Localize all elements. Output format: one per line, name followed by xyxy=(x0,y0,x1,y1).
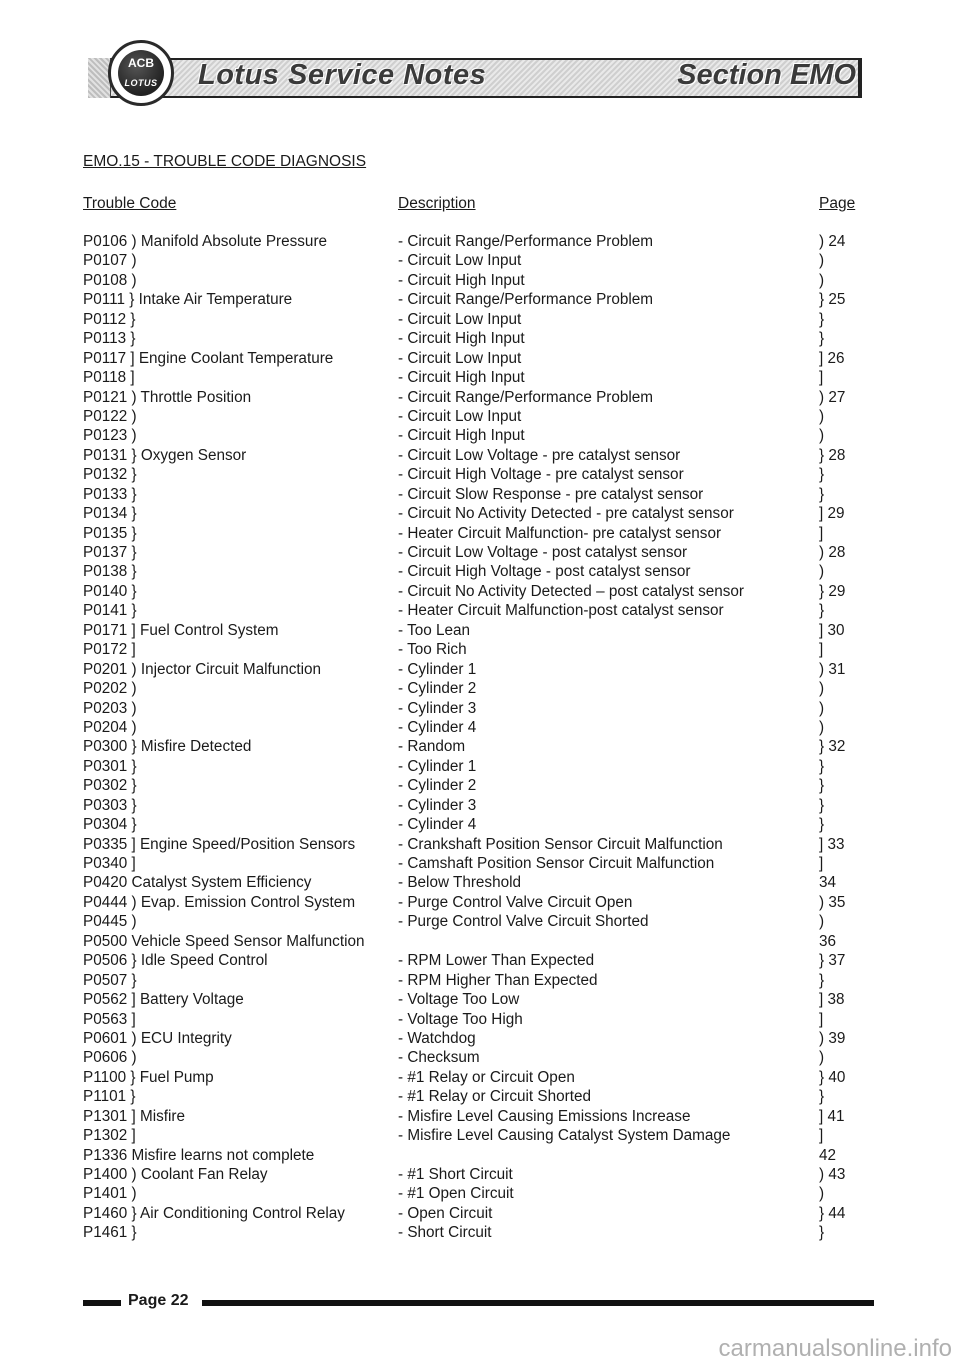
table-row xyxy=(0,1010,960,1029)
trouble-code: P0113 } xyxy=(83,330,136,348)
trouble-code: P0135 } xyxy=(83,524,137,542)
page-reference: ) xyxy=(819,699,825,717)
trouble-code: P0300 } Misfire Detected xyxy=(83,738,252,756)
page-reference: ] xyxy=(819,855,824,872)
trouble-code: P1400 ) Coolant Fan Relay xyxy=(83,1166,268,1183)
trouble-code: P0304 } xyxy=(83,816,137,834)
page-reference: ) 24 xyxy=(819,233,846,250)
trouble-code-table xyxy=(0,232,960,1243)
code-description: - Random xyxy=(398,738,466,756)
table-row xyxy=(0,796,960,815)
page-reference: ] xyxy=(819,1010,824,1028)
trouble-code: P1301 ] Misfire xyxy=(83,1107,186,1125)
code-description: - Cylinder 1 xyxy=(398,660,477,678)
table-row xyxy=(0,873,960,892)
logo-monogram: ACB xyxy=(128,56,154,70)
page-reference: } xyxy=(819,1088,825,1106)
banner-title: Lotus Service Notes xyxy=(198,59,487,91)
code-description: - Heater Circuit Malfunction-post catalyst sensor xyxy=(398,602,724,620)
code-description: - #1 Short Circuit xyxy=(398,1166,513,1183)
trouble-code: P1401 ) xyxy=(83,1185,137,1203)
code-description: - Cylinder 4 xyxy=(398,718,477,736)
table-row xyxy=(0,776,960,795)
trouble-code: P0445 ) xyxy=(83,913,137,931)
page-reference: 42 xyxy=(819,1146,837,1164)
table-row xyxy=(0,951,960,970)
page-reference: ) xyxy=(819,1049,825,1067)
table-row xyxy=(0,679,960,698)
trouble-code: P0121 ) Throttle Position xyxy=(83,388,252,406)
table-row xyxy=(0,446,960,465)
trouble-code: P1101 } xyxy=(83,1088,136,1106)
page-reference: } xyxy=(819,466,825,484)
page-reference: } 37 xyxy=(819,952,846,970)
page-reference: } 44 xyxy=(819,1204,846,1222)
page-reference: 34 xyxy=(819,874,837,892)
table-row xyxy=(0,1165,960,1184)
page-reference: } 25 xyxy=(819,291,846,309)
code-description: - #1 Relay or Circuit Open xyxy=(398,1068,575,1086)
code-description: - Cylinder 3 xyxy=(398,699,477,717)
trouble-code: P0133 } xyxy=(83,485,137,503)
page-reference: ) xyxy=(819,252,825,270)
table-row xyxy=(0,1184,960,1203)
page-reference: } xyxy=(819,310,825,328)
trouble-code: P0335 ] Engine Speed/Position Sensors xyxy=(83,835,356,853)
code-description: - Open Circuit xyxy=(398,1204,493,1222)
table-row xyxy=(0,271,960,290)
banner-end-mark xyxy=(858,58,868,98)
code-description: - Circuit High Voltage - post catalyst sensor xyxy=(398,563,691,581)
page-reference: } xyxy=(819,330,825,348)
page-reference: ] 29 xyxy=(819,505,845,523)
code-description: - Misfire Level Causing Catalyst System Damage xyxy=(398,1127,731,1145)
trouble-code: P0138 } xyxy=(83,563,137,581)
page-reference: 36 xyxy=(819,932,837,950)
page-reference: ] xyxy=(819,1127,824,1145)
page-reference: } 32 xyxy=(819,738,846,756)
table-row xyxy=(0,621,960,640)
code-description: - Voltage Too High xyxy=(398,1010,523,1028)
table-row xyxy=(0,368,960,387)
page-reference: ) 31 xyxy=(819,660,846,678)
code-description: - Circuit High Voltage - pre catalyst sensor xyxy=(398,466,684,484)
code-description: - Circuit Slow Response - pre catalyst sensor xyxy=(398,485,704,503)
page-reference: ) xyxy=(819,427,825,445)
code-description: - Too Rich xyxy=(398,641,467,659)
table-row xyxy=(0,971,960,990)
table-row xyxy=(0,1146,960,1165)
page-reference: } xyxy=(819,602,825,620)
table-row xyxy=(0,1204,960,1223)
page-number: Page 22 xyxy=(128,1292,189,1309)
table-row xyxy=(0,426,960,445)
code-description: - Camshaft Position Sensor Circuit Malfunction xyxy=(398,855,715,872)
code-description: - Purge Control Valve Circuit Shorted xyxy=(398,913,649,931)
code-description: - Circuit Low Input xyxy=(398,310,522,328)
table-row xyxy=(0,932,960,951)
trouble-code: P0303 } xyxy=(83,796,137,814)
page-reference: ] 38 xyxy=(819,991,845,1009)
trouble-code: P0172 ] xyxy=(83,641,136,659)
trouble-code: P0140 } xyxy=(83,582,137,600)
code-description: - Watchdog xyxy=(398,1029,476,1047)
trouble-code: P1460 } Air Conditioning Control Relay xyxy=(83,1204,345,1222)
column-header-page: Page xyxy=(819,195,856,212)
page-reference: ) xyxy=(819,563,825,581)
code-description: - Checksum xyxy=(398,1049,480,1067)
table-row xyxy=(0,1048,960,1067)
page-reference: ) xyxy=(819,407,825,425)
page-reference: ) xyxy=(819,1185,825,1203)
trouble-code: P0202 ) xyxy=(83,680,137,698)
code-description: - Circuit No Activity Detected – post catalyst sensor xyxy=(398,582,745,600)
code-description: - #1 Open Circuit xyxy=(398,1185,514,1203)
table-row xyxy=(0,737,960,756)
banner-section: Section EMO xyxy=(677,59,856,91)
code-description: - Circuit Range/Performance Problem xyxy=(398,233,654,250)
trouble-code: P0137 } xyxy=(83,544,137,561)
trouble-code: P0171 ] Fuel Control System xyxy=(83,621,279,639)
code-description: - Circuit High Input xyxy=(398,427,525,445)
page-reference: ] 41 xyxy=(819,1107,845,1125)
table-row xyxy=(0,699,960,718)
code-description: - Circuit Low Input xyxy=(398,252,522,270)
page-reference: } xyxy=(819,757,825,775)
table-row xyxy=(0,485,960,504)
table-row xyxy=(0,601,960,620)
table-row xyxy=(0,1068,960,1087)
page-reference: ] xyxy=(819,641,824,659)
table-row xyxy=(0,757,960,776)
page-reference: } 40 xyxy=(819,1068,846,1086)
page-reference: ] 26 xyxy=(819,349,845,367)
trouble-code: P0123 ) xyxy=(83,427,137,445)
trouble-code: P0131 } Oxygen Sensor xyxy=(83,446,247,464)
table-row xyxy=(0,349,960,368)
table-row xyxy=(0,1087,960,1106)
code-description: - Circuit High Input xyxy=(398,271,525,289)
code-description: - Short Circuit xyxy=(398,1224,492,1242)
column-header-code: Trouble Code xyxy=(83,195,177,212)
column-header-description: Description xyxy=(398,195,476,212)
page-reference: ] xyxy=(819,369,824,387)
code-description: - Too Lean xyxy=(398,621,471,639)
trouble-code: P0201 ) Injector Circuit Malfunction xyxy=(83,660,322,678)
page-reference: ] 33 xyxy=(819,835,845,853)
table-row xyxy=(0,893,960,912)
trouble-code: P1100 } Fuel Pump xyxy=(83,1068,214,1086)
page-reference: ) 39 xyxy=(819,1029,846,1047)
code-description: - Cylinder 4 xyxy=(398,816,477,834)
trouble-code: P0204 ) xyxy=(83,718,137,736)
trouble-code: P0340 ] xyxy=(83,855,136,872)
code-description: - Circuit High Input xyxy=(398,330,525,348)
code-description: - Misfire Level Causing Emissions Increase xyxy=(398,1107,691,1125)
code-description: - RPM Lower Than Expected xyxy=(398,952,595,970)
page-title: EMO.15 - TROUBLE CODE DIAGNOSIS xyxy=(83,153,367,170)
page-reference: } xyxy=(819,816,825,834)
page-reference: } xyxy=(819,796,825,814)
trouble-code: P0420 Catalyst System Efficiency xyxy=(83,874,312,892)
trouble-code: P0132 } xyxy=(83,466,137,484)
code-description: - Below Threshold xyxy=(398,874,522,892)
trouble-code: P0106 ) Manifold Absolute Pressure xyxy=(83,233,328,250)
code-description: - Circuit Range/Performance Problem xyxy=(398,291,654,309)
page-reference: } xyxy=(819,1224,825,1242)
trouble-code: P0506 } Idle Speed Control xyxy=(83,952,268,970)
trouble-code: P0563 ] xyxy=(83,1010,136,1028)
table-row xyxy=(0,660,960,679)
table-row xyxy=(0,388,960,407)
table-row xyxy=(0,407,960,426)
table-row xyxy=(0,1223,960,1242)
page-reference: ) 43 xyxy=(819,1166,846,1183)
trouble-code: P1461 } xyxy=(83,1224,137,1242)
code-description: - Crankshaft Position Sensor Circuit Malfunction xyxy=(398,835,723,853)
table-row xyxy=(0,912,960,931)
table-row xyxy=(0,835,960,854)
table-row xyxy=(0,582,960,601)
footer-bar-left xyxy=(83,1300,121,1306)
trouble-code: P0111 } Intake Air Temperature xyxy=(83,291,293,309)
code-description: - Cylinder 3 xyxy=(398,796,477,814)
trouble-code: P0500 Vehicle Speed Sensor Malfunction xyxy=(83,932,365,950)
code-description: - Circuit Low Input xyxy=(398,407,522,425)
trouble-code: P0562 ] Battery Voltage xyxy=(83,991,244,1009)
code-description: - Cylinder 1 xyxy=(398,757,477,775)
table-row xyxy=(0,543,960,562)
table-row xyxy=(0,562,960,581)
trouble-code: P0444 ) Evap. Emission Control System xyxy=(83,893,356,911)
trouble-code: P0601 ) ECU Integrity xyxy=(83,1029,232,1047)
table-row xyxy=(0,1126,960,1145)
page-reference: } xyxy=(819,485,825,503)
trouble-code: P0203 ) xyxy=(83,699,137,717)
trouble-code: P0107 ) xyxy=(83,252,137,270)
table-row xyxy=(0,640,960,659)
page-reference: ) 28 xyxy=(819,544,846,561)
table-row xyxy=(0,310,960,329)
table-row xyxy=(0,465,960,484)
trouble-code: P0117 ] Engine Coolant Temperature xyxy=(83,349,334,367)
code-description: - Heater Circuit Malfunction- pre catalyst sensor xyxy=(398,524,722,542)
trouble-code: P0507 } xyxy=(83,971,137,989)
page-reference: } xyxy=(819,777,825,795)
trouble-code: P0606 ) xyxy=(83,1049,137,1067)
trouble-code: P0112 } xyxy=(83,310,136,328)
code-description: - #1 Relay or Circuit Shorted xyxy=(398,1088,591,1106)
table-row xyxy=(0,854,960,873)
table-row xyxy=(0,290,960,309)
table-row xyxy=(0,232,960,251)
trouble-code: P0141 } xyxy=(83,602,137,620)
code-description: - Voltage Too Low xyxy=(398,991,520,1009)
trouble-code: P0302 } xyxy=(83,777,137,795)
page-reference: ] xyxy=(819,524,824,542)
code-description: - Circuit High Input xyxy=(398,369,525,387)
trouble-code: P1336 Misfire learns not complete xyxy=(83,1146,315,1164)
code-description: - Circuit No Activity Detected - pre catalyst sensor xyxy=(398,505,734,523)
page-reference: ) 27 xyxy=(819,388,846,406)
trouble-code: P1302 ] xyxy=(83,1127,136,1145)
trouble-code: P0118 ] xyxy=(83,369,135,387)
page-reference: ] 30 xyxy=(819,621,845,639)
logo-badge xyxy=(118,50,164,96)
table-row xyxy=(0,815,960,834)
page-reference: ) xyxy=(819,680,825,698)
code-description: - Cylinder 2 xyxy=(398,680,477,698)
code-description: - Circuit Low Voltage - pre catalyst sensor xyxy=(398,446,681,464)
page-reference: ) xyxy=(819,913,825,931)
table-row xyxy=(0,504,960,523)
footer-rule xyxy=(202,1300,874,1306)
trouble-code: P0134 } xyxy=(83,505,137,523)
page-reference: } 28 xyxy=(819,446,846,464)
table-row xyxy=(0,990,960,1009)
page-reference: } xyxy=(819,971,825,989)
code-description: - Circuit Low Voltage - post catalyst sensor xyxy=(398,544,688,561)
table-row xyxy=(0,524,960,543)
code-description: - Cylinder 2 xyxy=(398,777,477,795)
watermark: carmanualsonline.info xyxy=(718,1335,952,1362)
page-reference: ) xyxy=(819,718,825,736)
lotus-logo-icon xyxy=(108,40,174,106)
trouble-code: P0108 ) xyxy=(83,271,137,289)
table-row xyxy=(0,718,960,737)
table-row xyxy=(0,251,960,270)
table-row xyxy=(0,1029,960,1048)
code-description: - Purge Control Valve Circuit Open xyxy=(398,893,633,911)
table-row xyxy=(0,329,960,348)
page-reference: ) xyxy=(819,271,825,289)
trouble-code: P0122 ) xyxy=(83,407,137,425)
code-description: - RPM Higher Than Expected xyxy=(398,971,598,989)
page-reference: ) 35 xyxy=(819,893,846,911)
page-reference: } 29 xyxy=(819,582,846,600)
logo-text: LOTUS xyxy=(124,78,158,88)
code-description: - Circuit Low Input xyxy=(398,349,522,367)
trouble-code: P0301 } xyxy=(83,757,137,775)
table-row xyxy=(0,1107,960,1126)
code-description: - Circuit Range/Performance Problem xyxy=(398,388,654,406)
